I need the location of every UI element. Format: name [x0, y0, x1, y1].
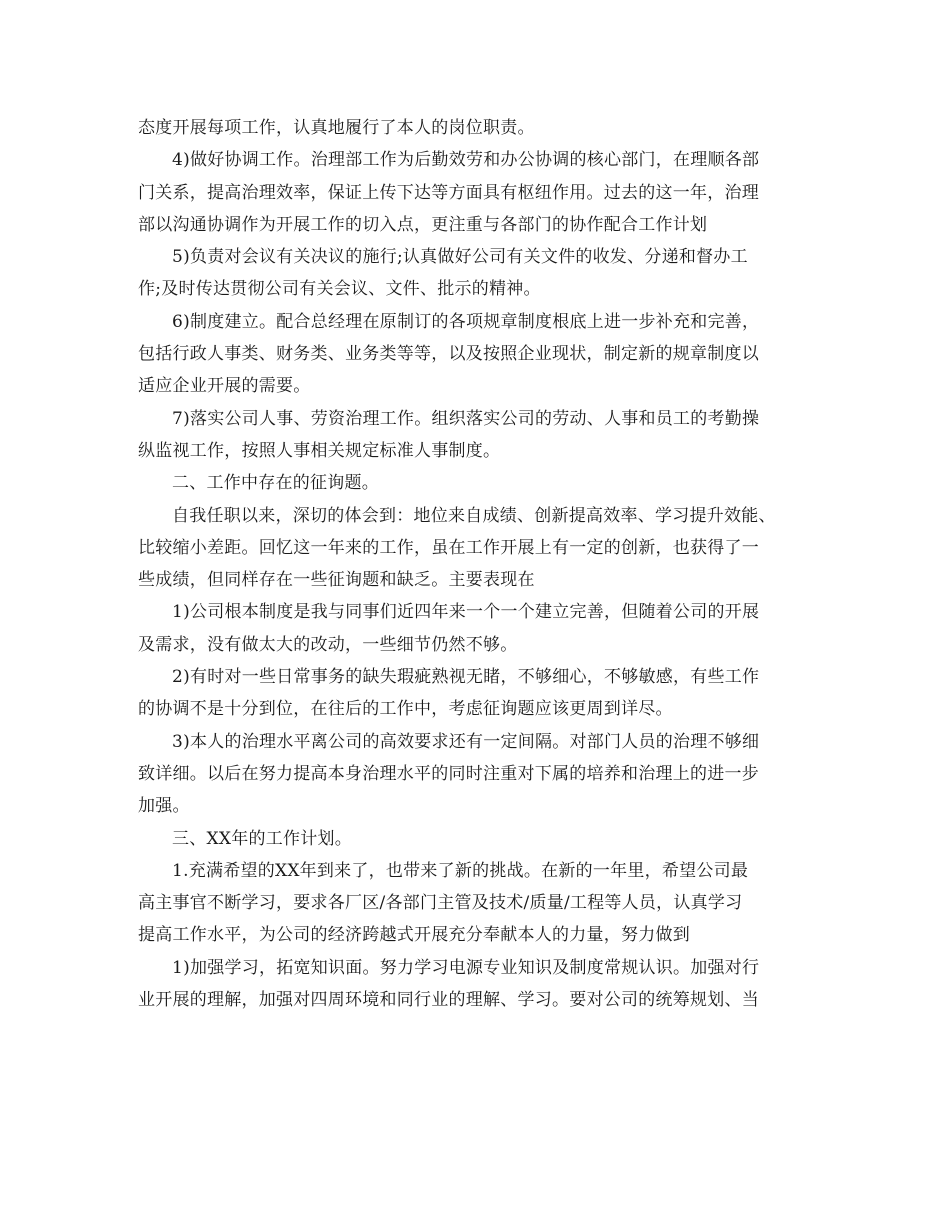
section-heading: 三、XX年的工作计划。: [172, 828, 352, 849]
text-line: 适应企业开展的需要。: [138, 376, 311, 397]
paragraph-item-4: [138, 144, 818, 241]
text-line: 5)负责对会议有关决议的施行;认真做好公司有关文件的收发、分递和督办工: [172, 247, 748, 268]
paragraph-issue-1: [138, 596, 818, 661]
text-line: 比较缩小差距。回忆这一年来的工作，虽在工作开展上有一定的创新，也获得了一: [138, 537, 759, 558]
section-heading-3: [138, 823, 818, 855]
text-line: 6)制度建立。配合总经理在原制订的各项规章制度根底上进一步补充和完善，: [172, 311, 760, 332]
paragraph-continuation: [138, 112, 818, 144]
text-line: 加强。: [138, 796, 190, 817]
paragraph-plan-1: [138, 855, 818, 952]
text-line: 7)落实公司人事、劳资治理工作。组织落实公司的劳动、人事和员工的考勤操: [172, 408, 760, 429]
paragraph-issue-2: [138, 661, 818, 726]
text-line: 门关系，提高治理效率，保证上传下达等方面具有枢纽作用。过去的这一年，治理: [138, 182, 759, 203]
text-line: 1)公司根本制度是我与同事们近四年来一个一个建立完善，但随着公司的开展: [172, 602, 760, 623]
text-line: 业开展的理解，加强对四周环境和同行业的理解、学习。要对公司的统筹规划、当: [138, 990, 759, 1011]
paragraph-item-6: [138, 306, 818, 403]
text-line: 的协调不是十分到位，在往后的工作中，考虑征询题应该更周到详尽。: [138, 699, 673, 720]
paragraph-self-review: [138, 500, 818, 597]
text-line: 高主事官不断学习，要求各厂区/各部门主管及技术/质量/工程等人员，认真学习: [138, 893, 743, 914]
paragraph-issue-3: [138, 726, 818, 823]
text-line: 4)做好协调工作。治理部工作为后勤效劳和办公协调的核心部门，在理顺各部: [172, 150, 760, 171]
text-line: 包括行政人事类、财务类、业务类等等，以及按照企业现状，制定新的规章制度以: [138, 344, 759, 365]
section-heading: 二、工作中存在的征询题。: [172, 473, 379, 494]
section-heading-2: [138, 467, 818, 499]
paragraph-plan-1-1: [138, 952, 818, 1017]
text-line: 2)有时对一些日常事务的缺失瑕疵熟视无睹，不够细心，不够敏感，有些工作: [172, 667, 760, 688]
text-line: 及需求，没有做太大的改动，一些细节仍然不够。: [138, 634, 518, 655]
text-line: 态度开展每项工作，认真地履行了本人的岗位职责。: [138, 118, 535, 138]
text-line: 3)本人的治理水平离公司的高效要求还有一定间隔。对部门人员的治理不够细: [172, 731, 760, 752]
text-line: 提高工作水平，为公司的经济跨越式开展充分奉献本人的力量，努力做到: [138, 925, 690, 946]
text-line: 致详细。以后在努力提高本身治理水平的同时注重对下属的培养和治理上的进一步: [138, 763, 759, 784]
text-line: 1)加强学习，拓宽知识面。努力学习电源专业知识及制度常规认识。加强对行: [172, 957, 760, 978]
text-line: 作;及时传达贯彻公司有关会议、文件、批示的精神。: [138, 279, 541, 300]
text-line: 自我任职以来，深切的体会到：地位来自成绩、创新提高效率、学习提升效能、: [172, 505, 776, 526]
text-line: 部以沟通协调作为开展工作的切入点，更注重与各部门的协作配合工作计划: [138, 214, 708, 235]
paragraph-item-5: [138, 241, 818, 306]
text-line: 1.充满希望的XX年到来了，也带来了新的挑战。在新的一年里，希望公司最: [172, 860, 749, 881]
paragraph-item-7: [138, 403, 818, 468]
document-body: [138, 112, 818, 1016]
text-line: 些成绩，但同样存在一些征询题和缺乏。主要表现在: [138, 570, 535, 591]
text-line: 纵监视工作，按照人事相关规定标准人事制度。: [138, 440, 501, 461]
